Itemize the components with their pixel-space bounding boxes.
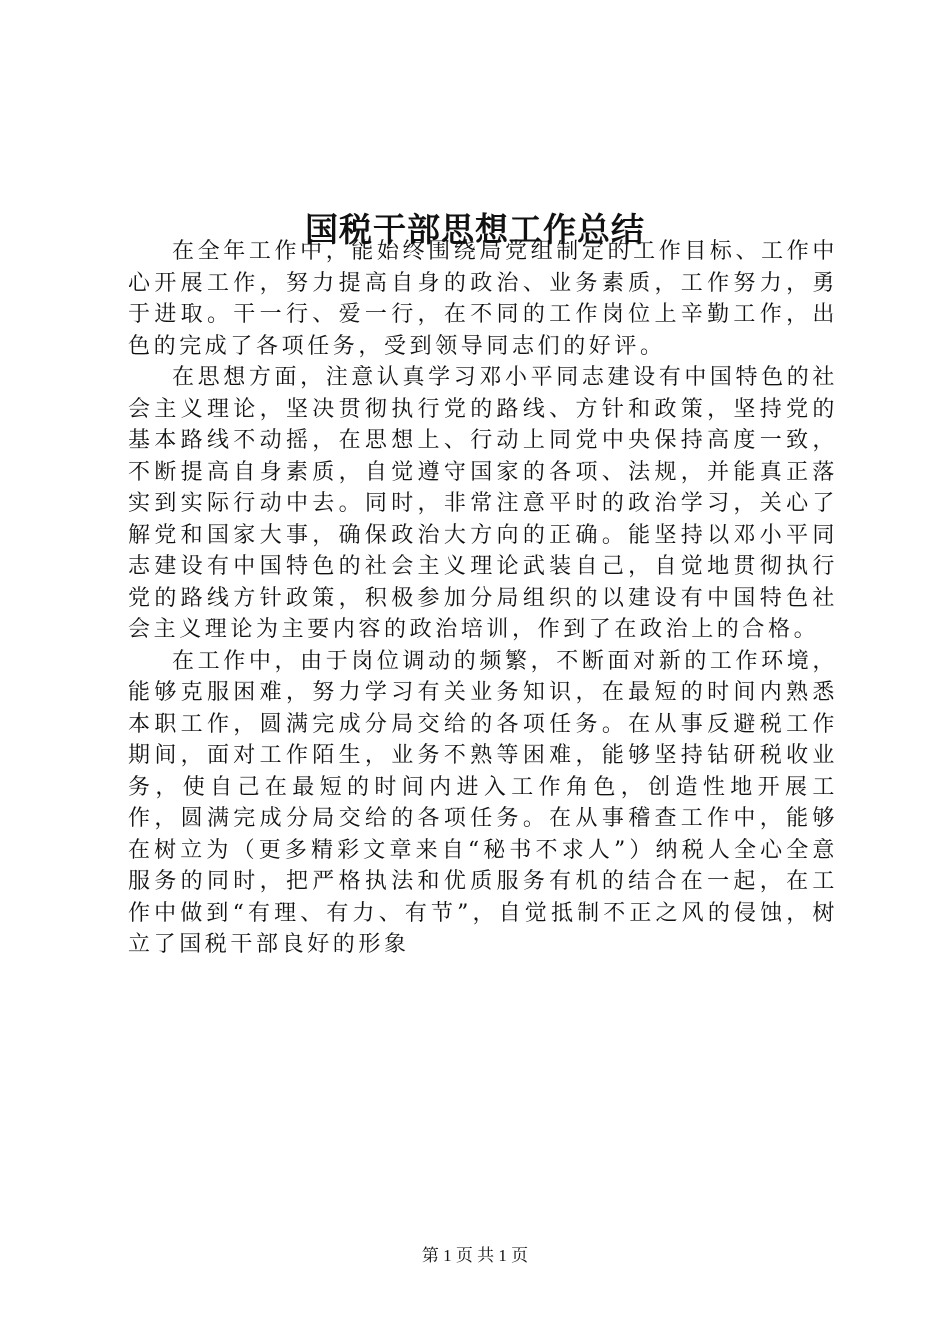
page-footer: 第 1 页 共 1 页 bbox=[421, 1246, 529, 1265]
paragraph-ideology: 在思想方面，注意认真学习邓小平同志建设有中国特色的社会主义理论，坚决贯彻执行党的路线、方针和政策，坚持党的基本路线不动摇，在思想上、行动上同党中央保持高度一致，不断提高自身素质，自觉遵守国家的各项、法规，并能真正落实到实际行动中去。同时，非常注意平时的政治学习，关心了解党和国家大事，确保政治大方向的正确。能坚持以邓小平同志建设有中国特色的社会主义理论武装自己，自觉地贯彻执行党的路线方针政策，积极参加分局组织的以建设有中国特色社会主义理论为主要内容的政治培训，作到了在政治上的合格。 bbox=[128, 365, 838, 642]
paragraph-intro: 在全年工作中，能始终围绕局党组制定的工作目标、工作中心开展工作，努力提高自身的政治、业务素质，工作努力，勇于进取。干一行、爱一行，在不同的工作岗位上辛勤工作，出色的完成了各项任务，受到领导同志们的好评。 bbox=[128, 239, 838, 359]
document-title: 国税干部思想工作总结 bbox=[305, 210, 645, 250]
document-body bbox=[128, 236, 838, 961]
paragraph-work: 在工作中，由于岗位调动的频繁，不断面对新的工作环境，能够克服困难，努力学习有关业务知识，在最短的时间内熟悉本职工作，圆满完成分局交给的各项任务。在从事反避税工作期间，面对工作陌生，业务不熟等困难，能够坚持钻研税收业务，使自己在最短的时间内进入工作角色，创造性地开展工作，圆满完成分局交给的各项任务。在从事稽查工作中，能够在树立为（更多精彩文章来自“秘书不求人”）纳税人全心全意服务的同时，把严格执法和优质服务有机的结合在一起，在工作中做到“有理、有力、有节”，自觉抵制不正之风的侵蚀，树立了国税干部良好的形象 bbox=[128, 648, 838, 957]
